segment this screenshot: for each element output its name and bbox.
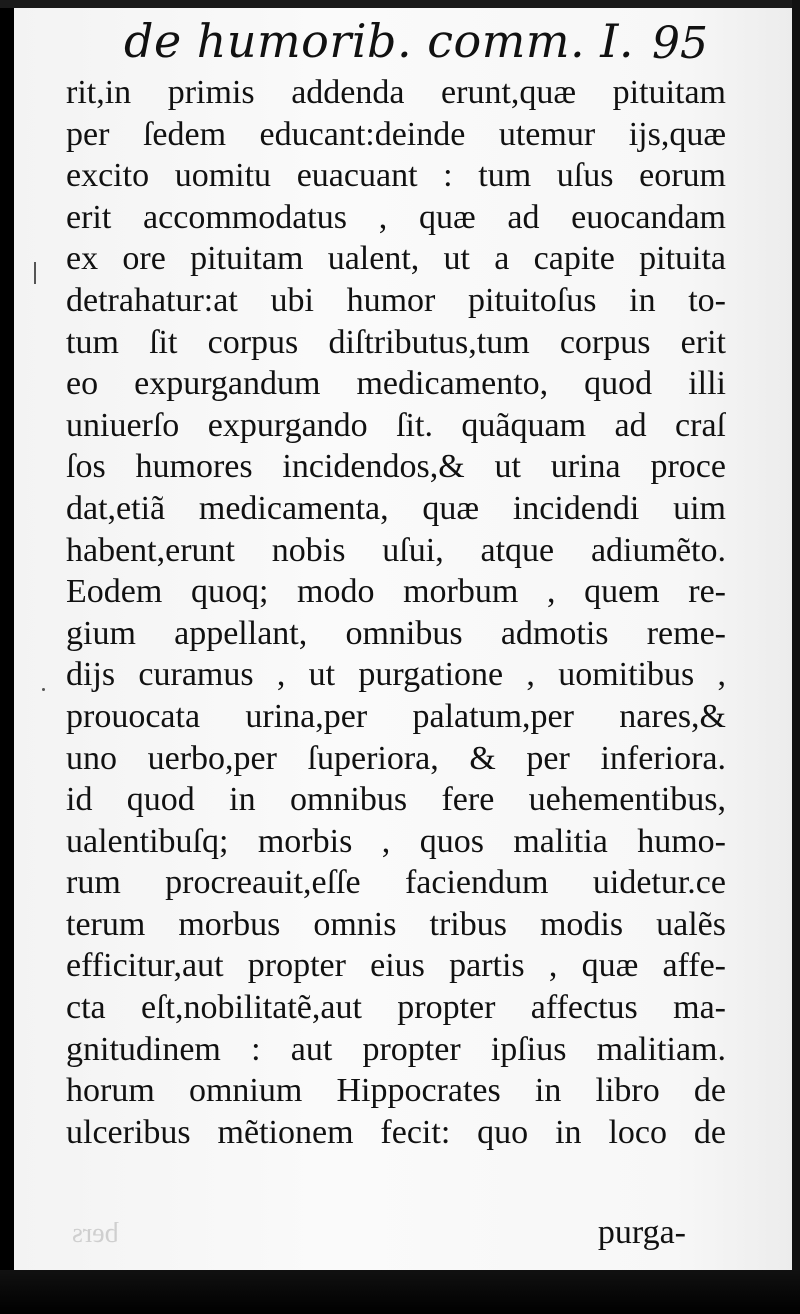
text-line: ulceribus mẽtionem fecit: quo in loco de <box>66 1113 726 1151</box>
text-line: per ſedem educant:deinde utemur ijs,quæ <box>66 115 726 153</box>
page-header <box>124 14 724 74</box>
text-line: ex ore pituitam ualent, ut a capite pituita <box>66 240 726 278</box>
text-line: rum procreauit,eſſe faciendum uidetur.ce <box>66 864 726 902</box>
text-line: dijs curamus , ut purgatione , uomitibus , <box>66 656 726 694</box>
text-line: ualentibuſq; morbis , quos malitia humo- <box>66 822 726 860</box>
text-line: terum morbus omnis tribus modis ualẽs <box>66 905 726 943</box>
page-number: 95 <box>652 18 708 69</box>
top-edge-shadow <box>0 0 800 8</box>
margin-dot <box>42 688 45 691</box>
text-line: uniuerſo expurgando ſit. quãquam ad craſ <box>66 406 726 444</box>
text-line: prouocata urina,per palatum,per nares,& <box>66 697 726 735</box>
text-line: efficitur,aut propter eius partis , quæ affe- <box>66 947 726 985</box>
text-line: cta eſt,nobilitatẽ,aut propter affectus ma- <box>66 989 726 1027</box>
text-line: rit,in primis addenda erunt,quæ pituitam <box>66 74 726 111</box>
margin-mark <box>34 262 36 284</box>
body-text <box>66 72 726 1153</box>
text-line: uno uerbo,per ſuperiora, & per inferiora. <box>66 739 726 777</box>
text-line: eo expurgandum medicamento, quod illi <box>66 365 726 403</box>
text-line: detrahatur:at ubi humor pituitoſus in to- <box>66 281 726 319</box>
paper-sheet <box>14 0 794 1314</box>
text-line: dat,etiã medicamenta, quæ incidendi uim <box>66 489 726 527</box>
right-edge-shadow <box>792 0 800 1314</box>
bottom-edge-shadow <box>0 1270 800 1314</box>
catchword: purga- <box>597 1214 686 1251</box>
text-line: tum ſit corpus diſtributus,tum corpus erit <box>66 323 726 361</box>
text-line: excito uomitu euacuant : tum uſus eorum <box>66 157 726 195</box>
text-line: erit accommodatus , quæ ad euocandam <box>66 198 726 236</box>
text-line: gnitudinem : aut propter ipſius malitiam. <box>66 1030 726 1068</box>
text-line: Eodem quoq; modo morbum , quem re- <box>66 573 726 611</box>
text-line: horum omnium Hippocrates in libro de <box>66 1072 726 1110</box>
text-line: ſos humores incidendos,& ut urina proce <box>66 448 726 486</box>
show-through-text: bers <box>72 1218 119 1249</box>
text-line: id quod in omnibus fere uehementibus, <box>66 781 726 819</box>
text-line: habent,erunt nobis uſui, atque adiumẽto. <box>66 531 726 569</box>
text-line: gium appellant, omnibus admotis reme- <box>66 614 726 652</box>
running-head: de humorib. comm. I. <box>124 14 634 68</box>
